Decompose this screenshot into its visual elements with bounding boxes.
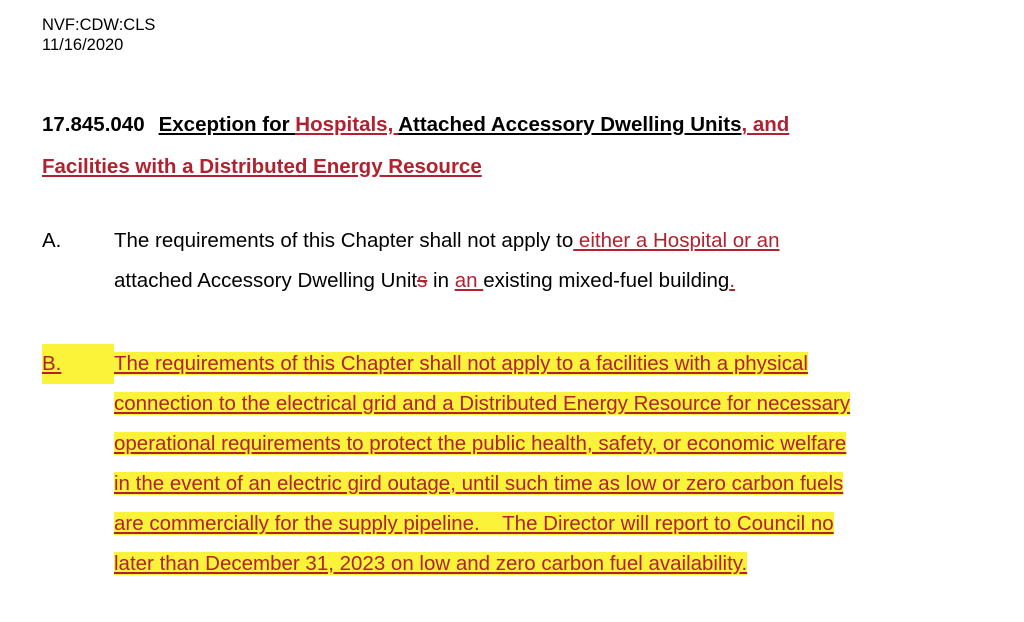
paragraph-b-line-1: The requirements of this Chapter shall not apply to a facilities with a physical	[114, 352, 808, 375]
section-title-adu: Attached Accessory Dwelling Units	[398, 113, 742, 136]
paragraph-b-line-3: operational requirements to protect the public health, safety, or economic welfare	[114, 432, 847, 455]
paragraph-a-text-2: attached Accessory Dwelling Unit	[114, 269, 418, 292]
paragraph-b-line-5: are commercially for the supply pipeline. The Director will report to Council no	[114, 512, 834, 535]
paragraph-b-line-4: in the event of an electric gird outage, until such time as low or zero carbon fuels	[114, 472, 844, 495]
inserted-period: .	[729, 269, 736, 292]
section-title-text: Exception for	[158, 113, 296, 136]
paragraph-a-text-4: existing mixed-fuel building	[483, 269, 730, 292]
paragraph-a-label: A.	[42, 229, 62, 252]
paragraph-a-text: The requirements of this Chapter shall not apply to	[114, 229, 574, 252]
document-date: 11/16/2020	[42, 36, 124, 54]
paragraph-b-line-2: connection to the electrical grid and a Distributed Energy Resource for necessary	[114, 392, 851, 415]
inserted-hospital-clause: either a Hospital or an	[573, 229, 780, 252]
section-number: 17.845.040	[42, 113, 145, 136]
inserted-facilities-title: Facilities with a Distributed Energy Resource	[42, 155, 482, 178]
paragraph-b-body	[114, 344, 994, 584]
paragraph-b-label: B.	[42, 344, 114, 384]
deleted-s: s	[417, 269, 428, 292]
paragraph-a-text-3: in	[427, 269, 455, 292]
section-heading	[42, 104, 982, 188]
paragraph-a-body	[114, 221, 994, 301]
inserted-hospitals: Hospitals,	[295, 113, 399, 136]
inserted-an: an	[454, 269, 484, 292]
document-code: NVF:CDW:CLS	[42, 16, 156, 34]
inserted-and: , and	[741, 113, 790, 136]
paragraph-b-line-6: later than December 31, 2023 on low and zero carbon fuel availability.	[114, 552, 748, 575]
